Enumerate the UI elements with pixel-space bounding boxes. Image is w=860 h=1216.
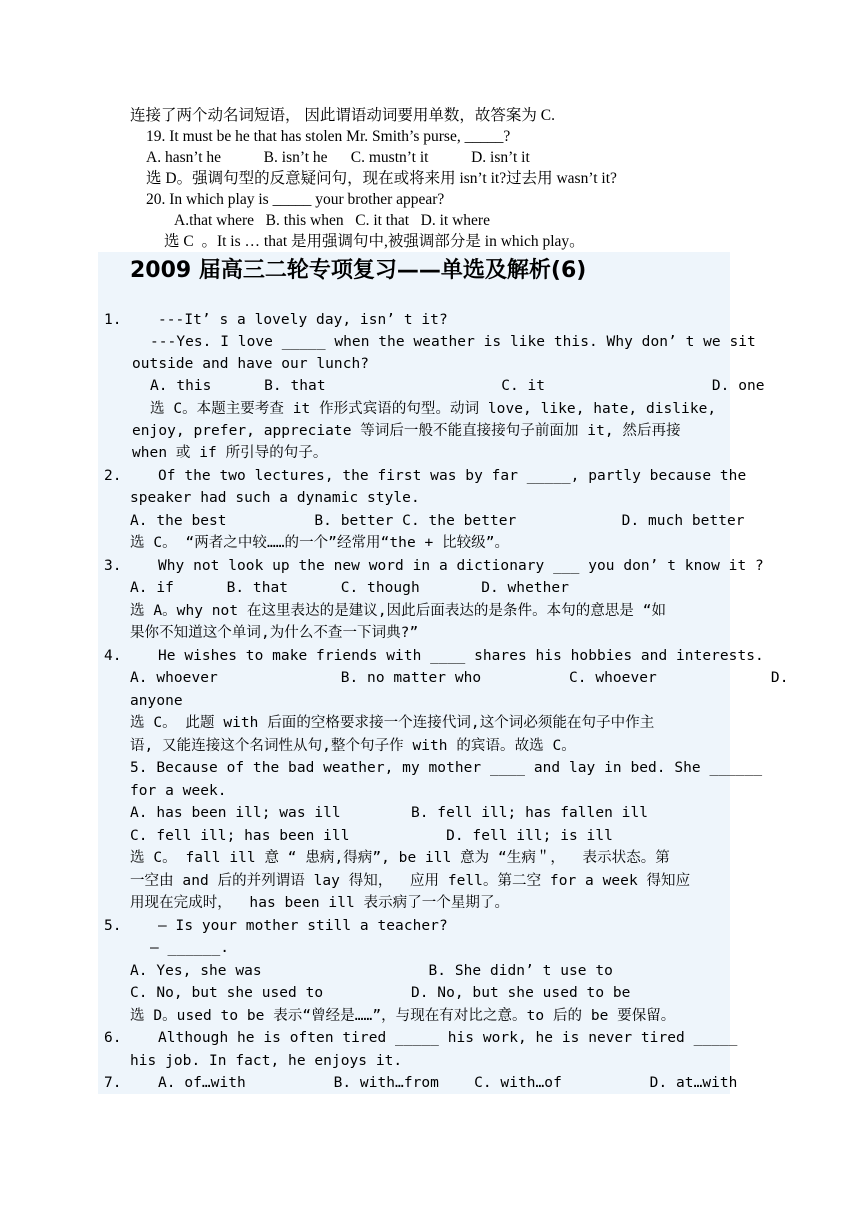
question-4-options-cont: anyone bbox=[130, 693, 183, 709]
answer-19: 选 D。强调句型的反意疑问句，现在或将来用 isn’t it?过去用 wasn’t it? bbox=[146, 170, 617, 187]
answer-1-line3: when 或 if 所引导的句子。 bbox=[132, 445, 328, 461]
answer-3-line2: 果你不知道这个单词,为什么不查一下词典?” bbox=[130, 625, 419, 641]
question-4-line1: He wishes to make friends with ____ shares his hobbies and interests. bbox=[158, 648, 764, 664]
answer-1-line1: 选 C。本题主要考查 it 作形式宾语的句型。动词 love, like, hate, dislike, bbox=[150, 401, 717, 417]
question-number: 3. bbox=[104, 558, 122, 574]
question-8-options: A. of…with B. with…from C. with…of D. at…with bbox=[158, 1075, 738, 1091]
question-1-line3: outside and have our lunch? bbox=[132, 356, 370, 372]
answer-5-line3: 用现在完成时， has been ill 表示病了一个星期了。 bbox=[130, 895, 510, 911]
question-1-options: A. this B. that C. it D. one bbox=[150, 378, 765, 394]
question-4-options: A. whoever B. no matter who C. whoever D. bbox=[130, 670, 789, 686]
page-title: 2009 届高三二轮专项复习——单选及解析(6) bbox=[130, 258, 587, 283]
question-number: 5. bbox=[104, 918, 122, 934]
question-6-options-1: A. Yes, she was B. She didn’ t use to bbox=[130, 963, 613, 979]
answer-6: 选 D。used to be 表示“曾经是……”，与现在有对比之意。to 后的 be 要保留。 bbox=[130, 1008, 676, 1024]
question-7-line2: his job. In fact, he enjoys it. bbox=[130, 1053, 403, 1069]
question-20-options: A.that where B. this when C. it that D. it where bbox=[174, 212, 490, 229]
question-number: 2. bbox=[104, 468, 122, 484]
question-number: 6. bbox=[104, 1030, 122, 1046]
answer-5-line2: 一空由 and 后的并列谓语 lay 得知， 应用 fell。第二空 for a week 得知应 bbox=[130, 873, 691, 889]
question-number: 4. bbox=[104, 648, 122, 664]
question-number: 7. bbox=[104, 1075, 122, 1091]
answer-20: 选 C 。It is … that 是用强调句中,被强调部分是 in which play。 bbox=[164, 233, 585, 250]
question-6-line1: — Is your mother still a teacher? bbox=[158, 918, 448, 934]
question-1-line1: ---It’ s a lovely day, isn’ t it? bbox=[158, 312, 448, 328]
answer-2: 选 C。 “两者之中较……的一个”经常用“the + 比较级”。 bbox=[130, 535, 510, 551]
question-2-line1: Of the two lectures, the first was by far _____, partly because the bbox=[158, 468, 747, 484]
answer-5-line1: 选 C。 fall ill 意 “ 患病,得病”, be ill 意为 “生病＂， 表示状态。第 bbox=[130, 850, 670, 866]
answer-1-line2: enjoy, prefer, appreciate 等词后一般不能直接接句子前面加 it, 然后再接 bbox=[132, 423, 681, 439]
answer-4-line2: 语, 又能连接这个名词性从句,整个句子作 with 的宾语。故选 C。 bbox=[130, 738, 576, 754]
text-line: 连接了两个动名词短语， 因此谓语动词要用单数，故答案为 C. bbox=[130, 107, 555, 124]
question-19: 19. It must be he that has stolen Mr. Smith’s purse, _____? bbox=[146, 128, 511, 145]
question-7-line1: Although he is often tired _____ his work, he is never tired _____ bbox=[158, 1030, 738, 1046]
answer-3-line1: 选 A。why not 在这里表达的是建议,因此后面表达的是条件。本句的意思是 “如 bbox=[130, 603, 667, 619]
question-2-line2: speaker had such a dynamic style. bbox=[130, 490, 420, 506]
question-5-line2: for a week. bbox=[130, 783, 227, 799]
question-2-options: A. the best B. better C. the better D. much better bbox=[130, 513, 745, 529]
question-5-options-1: A. has been ill; was ill B. fell ill; has fallen ill bbox=[130, 805, 649, 821]
question-5-options-2: C. fell ill; has been ill D. fell ill; is ill bbox=[130, 828, 613, 844]
question-6-options-2: C. No, but she used to D. No, but she used to be bbox=[130, 985, 631, 1001]
question-19-options: A. hasn’t he B. isn’t he C. mustn’t it D. isn’t it bbox=[146, 149, 530, 166]
answer-4-line1: 选 C。 此题 with 后面的空格要求接一个连接代词,这个词必须能在句子中作主 bbox=[130, 715, 655, 731]
question-1-line2: ---Yes. I love _____ when the weather is like this. Why don’ t we sit bbox=[150, 334, 756, 350]
question-5-line1: 5. Because of the bad weather, my mother ____ and lay in bed. She ______ bbox=[130, 760, 763, 776]
question-3-line1: Why not look up the new word in a dictionary ___ you don’ t know it ? bbox=[158, 558, 764, 574]
question-number: 1. bbox=[104, 312, 122, 328]
question-6-line2: — ______. bbox=[150, 940, 230, 956]
question-3-options: A. if B. that C. though D. whether bbox=[130, 580, 569, 596]
question-20: 20. In which play is _____ your brother appear? bbox=[146, 191, 445, 208]
